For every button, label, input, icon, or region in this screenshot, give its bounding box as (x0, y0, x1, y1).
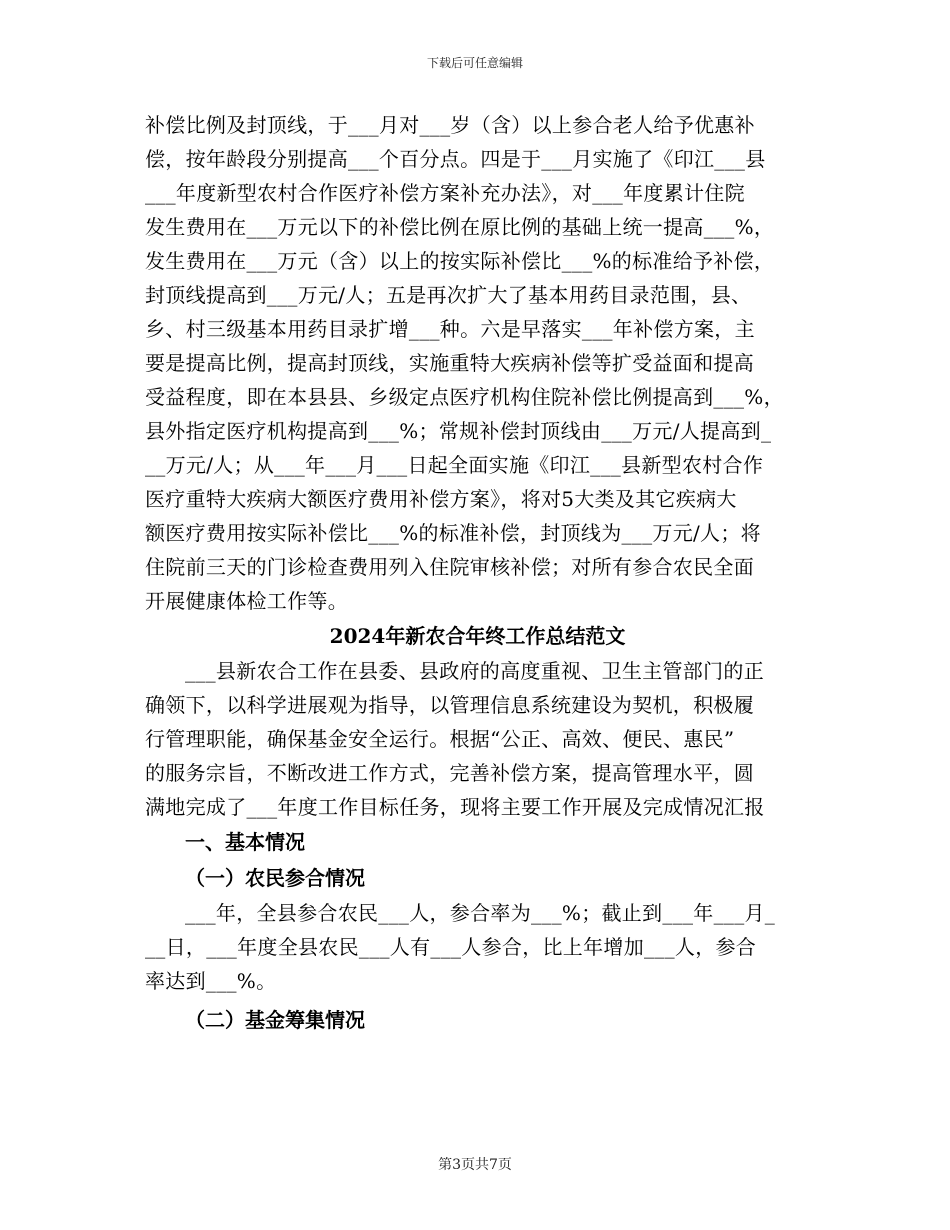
text-line: 的服务宗旨，不断改进工作方式，完善补偿方案，提高管理水平，圆 (145, 761, 754, 785)
text-line: 住院前三天的门诊检查费用列入住院审核补偿；对所有参合农民全面 (145, 555, 754, 579)
document-body (145, 108, 810, 1038)
text-line: 发生费用在___万元（含）以上的按实际补偿比___%的标准给予补偿， (145, 249, 775, 273)
page-header: 下载后可任意编辑 (426, 56, 523, 70)
text-line: 率达到___%。 (145, 969, 277, 993)
text-line: 受益程度，即在本县县、乡级定点医疗机构住院补偿比例提高到___%， (145, 385, 784, 409)
text-line: 发生费用在___万元以下的补偿比例在原比例的基础上统一提高___%， (145, 215, 775, 239)
subsection-heading: （二）基金筹集情况 (185, 1008, 365, 1032)
text-line: 要是提高比例，提高封顶线，实施重特大疾病补偿等扩受益面和提高 (145, 351, 754, 375)
text-line: __日，___年度全县农民___人有___人参合，比上年增加___人，参合 (145, 935, 757, 959)
paragraph-participation (145, 896, 810, 998)
paragraph-continued (145, 108, 810, 618)
text-line: __万元/人；从___年___月___日起全面实施《印江___县新型农村合作 (145, 453, 764, 477)
text-line: 县外指定医疗机构提高到___%；常规补偿封顶线由___万元/人提高到_ (145, 419, 772, 443)
subsection-heading: （一）农民参合情况 (185, 866, 365, 890)
text-line: 偿，按年龄段分别提高___个百分点。四是于___月实施了《印江___县 (145, 147, 766, 171)
document-title: 2024年新农合年终工作总结范文 (329, 624, 626, 648)
section-heading: 一、基本情况 (185, 830, 305, 854)
text-line: 开展健康体检工作等。 (145, 589, 348, 613)
text-line: 满地完成了___年度工作目标任务，现将主要工作开展及完成情况汇报 (145, 795, 765, 819)
text-line: 行管理职能，确保基金安全运行。根据“公正、高效、便民、惠民” (145, 727, 735, 751)
text-line: 封顶线提高到___万元/人；五是再次扩大了基本用药目录范围，县、 (145, 283, 752, 307)
text-line: 确领下，以科学进展观为指导，以管理信息系统建设为契机，积极履 (145, 693, 754, 717)
text-line: 额医疗费用按实际补偿比___%的标准补偿，封顶线为___万元/人；将 (145, 521, 761, 545)
text-line: 乡、村三级基本用药目录扩增___种。六是早落实___年补偿方案，主 (145, 317, 755, 341)
page-footer: 第3页共7页 (438, 1157, 512, 1173)
text-line: 补偿比例及封顶线，于___月对___岁（含）以上参合老人给予优惠补 (145, 113, 755, 137)
text-line: 医疗重特大疾病大额医疗费用补偿方案》，将对5大类及其它疾病大 (145, 487, 737, 511)
text-line: ___年度新型农村合作医疗补偿方案补充办法》，对___年度累计住院 (145, 181, 745, 205)
paragraph-intro (145, 654, 810, 824)
text-line: ___县新农合工作在县委、县政府的高度重视、卫生主管部门的正 (185, 659, 764, 683)
text-line: ___年，全县参合农民___人，参合率为___%；截止到___年___月_ (185, 901, 776, 925)
